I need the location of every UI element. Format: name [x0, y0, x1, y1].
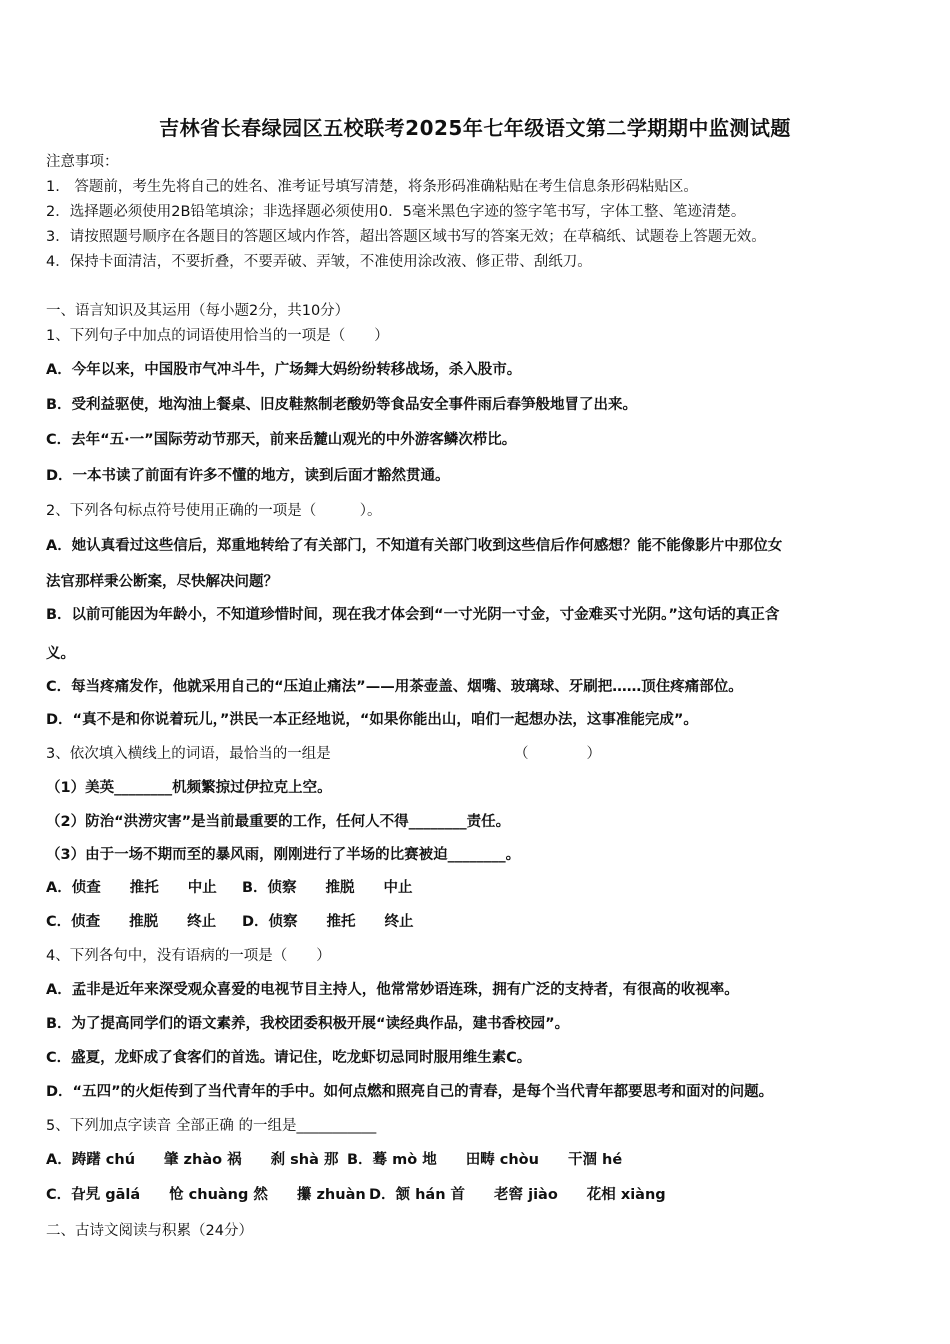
option-a: A．孟非是近年来深受观众喜爱的电视节目主持人，他常常妙语连珠，拥有广泛的支持者，有很高的收视率。 [46, 982, 739, 998]
blank-sentence: （1）美英________机频繁掠过伊拉克上空。 [46, 780, 332, 796]
option-d: D．“五四”的火炬传到了当代青年的手中。如何点燃和照亮自己的青春，是每个当代青年都要思考和面对的问题。 [46, 1084, 774, 1100]
option-c: C．侦查 推脱 终止 [46, 914, 217, 930]
section-heading: 一、语言知识及其运用（每小题2分，共10分） [46, 303, 350, 319]
option-a: A．她认真看过这些信后，郑重地转给了有关部门，不知道有关部门收到这些信后作何感想？能不能像影片中那位女 [46, 538, 783, 554]
option-b-continued: 义。 [46, 646, 75, 662]
option-d: D．一本书读了前面有许多不懂的地方，读到后面才豁然贯通。 [46, 468, 450, 484]
option-c: C．盛夏，龙虾成了食客们的首选。请记住，吃龙虾切忌同时服用维生素C。 [46, 1050, 532, 1066]
blank-sentence: （3）由于一场不期而至的暴风雨，刚刚进行了半场的比赛被迫________。 [46, 847, 521, 863]
notice-heading: 注意事项： [46, 154, 119, 170]
notice-item: 1. 答题前，考生先将自己的姓名、准考证号填写清楚，将条形码准确粘贴在考生信息条形码粘贴区。 [46, 179, 698, 195]
option-b: B．侦察 推脱 中止 [242, 880, 413, 896]
option-c: C．去年“五·一”国际劳动节那天，前来岳麓山观光的中外游客鳞次栉比。 [46, 432, 517, 448]
option-b: B．为了提高同学们的语文素养，我校团委积极开展“读经典作品，建书香校园”。 [46, 1016, 570, 1032]
question-stem: 5、下列加点字读音 全部正确 的一组是___________ [46, 1118, 377, 1134]
option-d: D．颔 hán 首 老窖 jiào 花相 xiàng [369, 1187, 666, 1203]
notice-item: 4．保持卡面清洁，不要折叠，不要弄破、弄皱，不准使用涂改液、修正带、刮纸刀。 [46, 254, 592, 270]
option-b: B．受利益驱使，地沟油上餐桌、旧皮鞋熬制老酸奶等食品安全事件雨后春笋般地冒了出来。 [46, 397, 638, 413]
option-d: D．“真不是和你说着玩儿，”洪民一本正经地说，“如果你能出山，咱们一起想办法，这事准能完成”。 [46, 712, 698, 728]
option-a-continued: 法官那样秉公断案，尽快解决问题？ [46, 574, 278, 590]
notice-item: 3．请按照题号顺序在各题目的答题区域内作答，超出答题区域书写的答案无效；在草稿纸、试题卷上答题无效。 [46, 229, 766, 245]
answer-paren: （ ） [514, 746, 601, 762]
option-c: C．旮旯 gālá 怆 chuàng 然 攥 zhuàn [46, 1187, 366, 1203]
option-b: B．蓦 mò 地 田畴 chòu 干涸 hé [347, 1152, 623, 1168]
page-title: 吉林省长春绿园区五校联考2025年七年级语文第二学期期中监测试题 [159, 116, 791, 140]
question-stem: 4、下列各句中，没有语病的一项是（ ） [46, 948, 331, 964]
option-a: A．今年以来，中国股市气冲斗牛，广场舞大妈纷纷转移战场，杀入股市。 [46, 362, 522, 378]
section-heading: 二、古诗文阅读与积累（24分） [46, 1223, 253, 1239]
question-stem: 2、下列各句标点符号使用正确的一项是（ ）。 [46, 503, 382, 519]
option-c: C．每当疼痛发作，他就采用自己的“压迫止痛法”——用茶壶盖、烟嘴、玻璃球、牙刷把……顶住疼痛部位。 [46, 679, 743, 695]
option-a: A．踌躇 chú 肇 zhào 祸 刹 shà 那 [46, 1152, 339, 1168]
notice-item: 2．选择题必须使用2B铅笔填涂；非选择题必须使用0．5毫米黑色字迹的签字笔书写，字体工整、笔迹清楚。 [46, 204, 746, 220]
blank-sentence: （2）防治“洪涝灾害”是当前最重要的工作，任何人不得________责任。 [46, 814, 511, 830]
option-d: D．侦察 推托 终止 [242, 914, 414, 930]
option-b: B．以前可能因为年龄小，不知道珍惜时间，现在我才体会到“一寸光阴一寸金，寸金难买寸光阴。”这句话的真正含 [46, 607, 780, 623]
question-stem: 3、依次填入横线上的词语，最恰当的一组是 [46, 746, 331, 762]
question-stem: 1、下列句子中加点的词语使用恰当的一项是（ ） [46, 328, 389, 344]
option-a: A．侦查 推托 中止 [46, 880, 217, 896]
